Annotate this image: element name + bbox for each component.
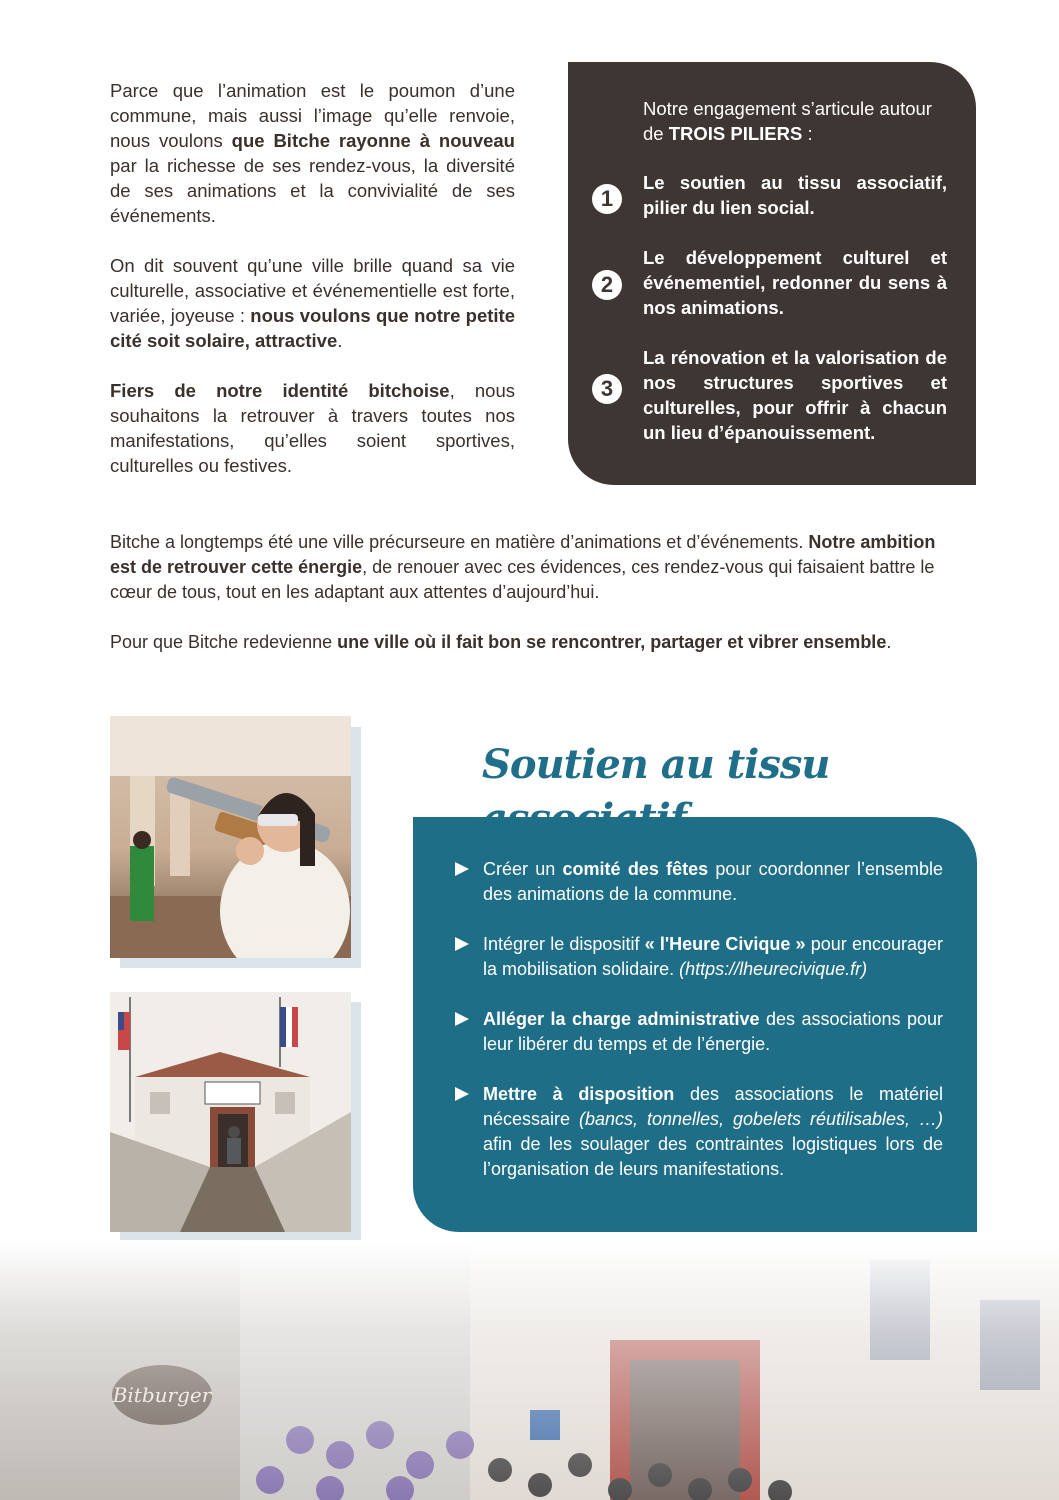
action-item-4-text: Mettre à disposition des associations le matériel nécessaire (bancs, tonnelles, gobelets réutilisables, …) afin de les soulager des contraintes logistiques lors de l’organisation de leurs manifestations. — [483, 1084, 944, 1179]
action-item-2-text: Intégrer le dispositif « l'Heure Civique » pour encourager la mobilisation solidaire. (https://lheurecivique.fr) — [483, 934, 944, 979]
intro-paragraph-2: On dit souvent qu’une ville brille quand sa vie culturelle, associative et événementielle est forte, variée, joyeuse : nous voulons que notre petite cité soit solaire, attractive. — [110, 255, 515, 351]
pillars-panel — [568, 62, 976, 485]
ambition-paragraph-1: Bitche a longtemps été une ville précurseure en matière d’animations et d’événements. Notre ambition est de retrouver cette énergie, de renouer avec ces évidences, ces rendez-vous qui faisaient battre le cœur de tous, tout en les adaptant aux attentes d’aujourd’hui. — [110, 532, 936, 602]
triangle-bullet-icon — [455, 937, 469, 951]
number-2-icon: 2 — [592, 270, 622, 300]
ambition-text — [110, 530, 950, 680]
ambition-paragraph-2: Pour que Bitche redevienne une ville où il fait bon se rencontrer, partager et vibrer ensemble. — [110, 632, 892, 652]
triangle-bullet-icon — [455, 1012, 469, 1026]
actions-panel — [413, 817, 977, 1232]
photo-entrance — [110, 992, 351, 1232]
street-parade-photo — [0, 1240, 1059, 1500]
pillar-2-text: Le développement culturel et événementiel, redonner du sens à nos animations. — [643, 247, 947, 318]
triangle-bullet-icon — [455, 1087, 469, 1101]
triangle-bullet-icon — [455, 862, 469, 876]
intro-paragraph-1: Parce que l’animation est le poumon d’une commune, mais aussi l’image qu’elle renvoie, nous voulons que Bitche rayonne à nouveau par la richesse de ses rendez-vous, la diversité de ses animations et la convivialité de ses événements. — [110, 80, 515, 226]
number-3-icon: 3 — [592, 374, 622, 404]
pillar-1-text: Le soutien au tissu associatif, pilier du lien social. — [643, 172, 947, 218]
pillars-lead: Notre engagement s’articule autour de TROIS PILIERS : — [643, 98, 932, 144]
intro-text — [110, 78, 515, 503]
pillar-3-text: La rénovation et la valorisation de nos structures sportives et culturelles, pour offrir à chacun un lieu d’épanouissement. — [643, 347, 947, 443]
action-item-1-text: Créer un comité des fêtes pour coordonner l’ensemble des animations de la commune. — [483, 859, 943, 904]
section-title: Soutien au tissu — [482, 741, 830, 788]
photo-shooting — [110, 716, 351, 958]
action-item-3-text: Alléger la charge administrative des associations pour leur libérer du temps et de l’énergie. — [483, 1009, 943, 1054]
intro-paragraph-3: Fiers de notre identité bitchoise, nous souhaitons la retrouver à travers toutes nos manifestations, qu’elles soient sportives, culturelles ou festives. — [110, 380, 515, 476]
number-1-icon: 1 — [592, 184, 622, 214]
